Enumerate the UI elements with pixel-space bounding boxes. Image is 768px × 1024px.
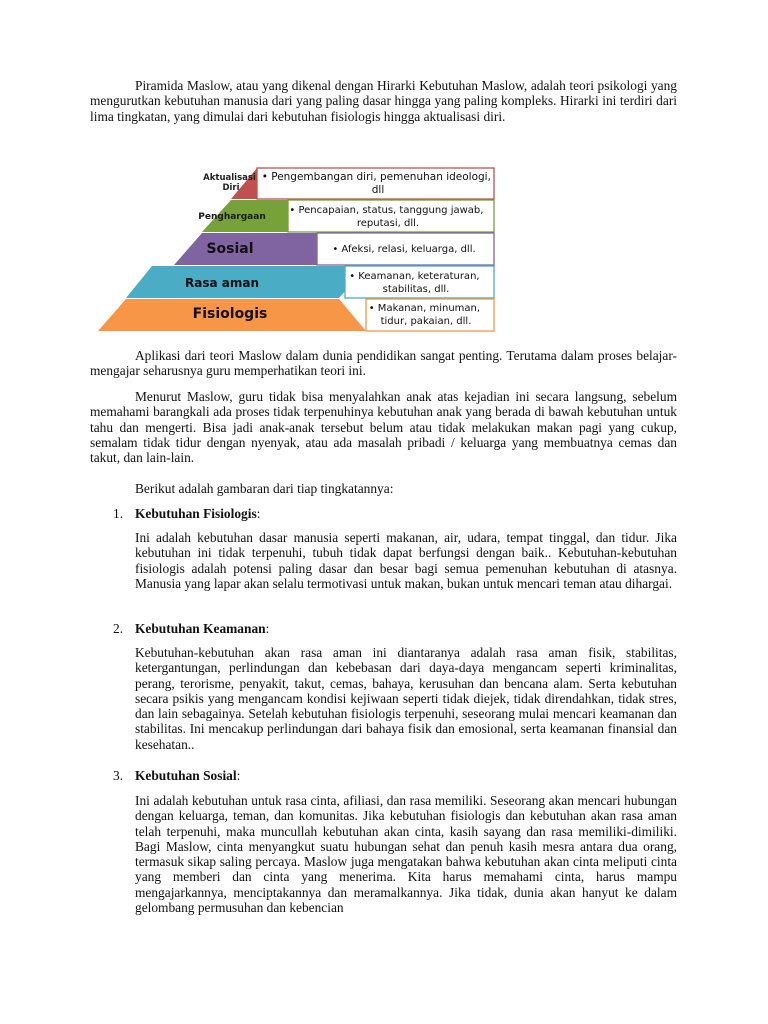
pyramid-label-penghargaan: Penghargaan bbox=[198, 212, 266, 222]
list-number-1: 1. bbox=[113, 506, 124, 521]
list-heading-3 bbox=[135, 768, 240, 783]
desc-text-rasa-aman: • Keamanan, keteraturan, stabilitas, dll. bbox=[349, 271, 480, 295]
pyramid-label-rasa-aman: Rasa aman bbox=[185, 276, 259, 290]
pyramid-label-sosial: Sosial bbox=[206, 241, 254, 257]
pyramid-label-fisiologis: Fisiologis bbox=[192, 306, 268, 322]
pyramid-label-aktualisasi: Aktualisasi Diri bbox=[203, 173, 256, 193]
list-heading-1 bbox=[135, 506, 260, 521]
list-number-3: 3. bbox=[113, 768, 124, 783]
paragraph-menurut-maslow: Menurut Maslow, guru tidak bisa menyalahkan anak atas kejadian ini secara langsung, sebelum memahami barangkali ada proses tidak terpenuhinya kebutuhan anak yang berada di bawah kebutuhan untuk tahu dan mengerti. Bisa jadi anak-anak tersebut belum atau tidak melakukan makan pagi yang cukup, semalam tidak tidur dengan nyenyak, atau ada masalah pribadi / keluarga yang membuatnya cemas dan takut, dan lain-lain. bbox=[90, 389, 677, 466]
heading-sosial: Kebutuhan Sosial bbox=[135, 768, 237, 783]
heading-colon: : bbox=[265, 621, 270, 636]
desc-text-aktualisasi: • Pengembangan diri, pemenuhan ideologi, dll bbox=[261, 171, 491, 196]
maslow-pyramid-diagram bbox=[96, 166, 498, 334]
intro-paragraph: Piramida Maslow, atau yang dikenal dengan Hirarki Kebutuhan Maslow, adalah teori psikologi yang mengurutkan kebutuhan manusia dari yang paling dasar hingga yang paling kompleks. Hirarki ini terdiri dari lima tingkatan, yang dimulai dari kebutuhan fisiologis hingga aktualisasi diri. bbox=[90, 78, 677, 124]
heading-colon: : bbox=[236, 768, 241, 783]
desc-text-fisiologis: • Makanan, minuman, tidur, pakaian, dll. bbox=[368, 303, 481, 327]
heading-colon: : bbox=[256, 506, 261, 521]
list-number-2: 2. bbox=[113, 621, 124, 636]
paragraph-aplikasi: Aplikasi dari teori Maslow dalam dunia pendidikan sangat penting. Terutama dalam proses belajar-mengajar seharusnya guru memperhatikan teori ini. bbox=[90, 348, 677, 379]
heading-keamanan: Kebutuhan Keamanan bbox=[135, 621, 266, 636]
body-keamanan: Kebutuhan-kebutuhan akan rasa aman ini diantaranya adalah rasa aman fisik, stabilitas, ketergantungan, perlindungan dan kebebasan dari daya-daya mengancam seperti kriminalitas, perang, terorisme, penyakit, takut, cemas, bahaya, kerusuhan dan bencana alam. Serta kebutuhan secara psikis yang mengancam kondisi kejiwaan seperti tidak diejek, tidak direndahkan, tidak stres, dan lain sebagainya. Setelah kebutuhan fisiologis terpenuhi, seseorang mulai mencari keamanan dan stabilitas. Ini mencakup perlindungan dari bahaya fisik dan emosional, serta keamanan finansial dan kesehatan.. bbox=[135, 645, 677, 752]
list-heading-2 bbox=[135, 621, 269, 636]
paragraph-berikut: Berikut adalah gambaran dari tiap tingkatannya: bbox=[135, 481, 394, 496]
desc-text-sosial: • Afeksi, relasi, keluarga, dll. bbox=[332, 244, 476, 255]
heading-fisiologis: Kebutuhan Fisiologis bbox=[135, 506, 257, 521]
body-sosial: Ini adalah kebutuhan untuk rasa cinta, afiliasi, dan rasa memiliki. Seseorang akan mencari hubungan dengan keluarga, teman, dan komunitas. Jika kebutuhan fisiologis dan kebutuhan akan rasa aman telah terpenuhi, maka muncullah kebutuhan akan cinta, kasih sayang dan rasa memiliki-dimiliki. Bagi Maslow, cinta menyangkut suatu hubungan sehat dan penuh kasih mesra antara dua orang, termasuk sikap saling percaya. Maslow juga mengatakan bahwa kebutuhan akan cinta meliputi cinta yang memberi dan cinta yang menerima. Kita harus memahami cinta, harus mampu mengajarkannya, menciptakannya dan meramalkannya. Jika tidak, dunia akan hanyut ke dalam gelombang permusuhan dan kebencian bbox=[135, 793, 677, 916]
desc-text-penghargaan: • Pencapaian, status, tanggung jawab, reputasi, dll. bbox=[289, 205, 484, 229]
body-fisiologis: Ini adalah kebutuhan dasar manusia seperti makanan, air, udara, tempat tinggal, dan tidur. Jika kebutuhan ini tidak terpenuhi, tubuh tidak dapat berfungsi dengan baik.. Kebutuhan-kebutuhan fisiologis adalah potensi paling dasar dan besar bagi semua pemenuhan kebutuhan di atasnya. Manusia yang lapar akan selalu termotivasi untuk makan, bukan untuk mencari teman atau dihargai. bbox=[135, 530, 677, 591]
